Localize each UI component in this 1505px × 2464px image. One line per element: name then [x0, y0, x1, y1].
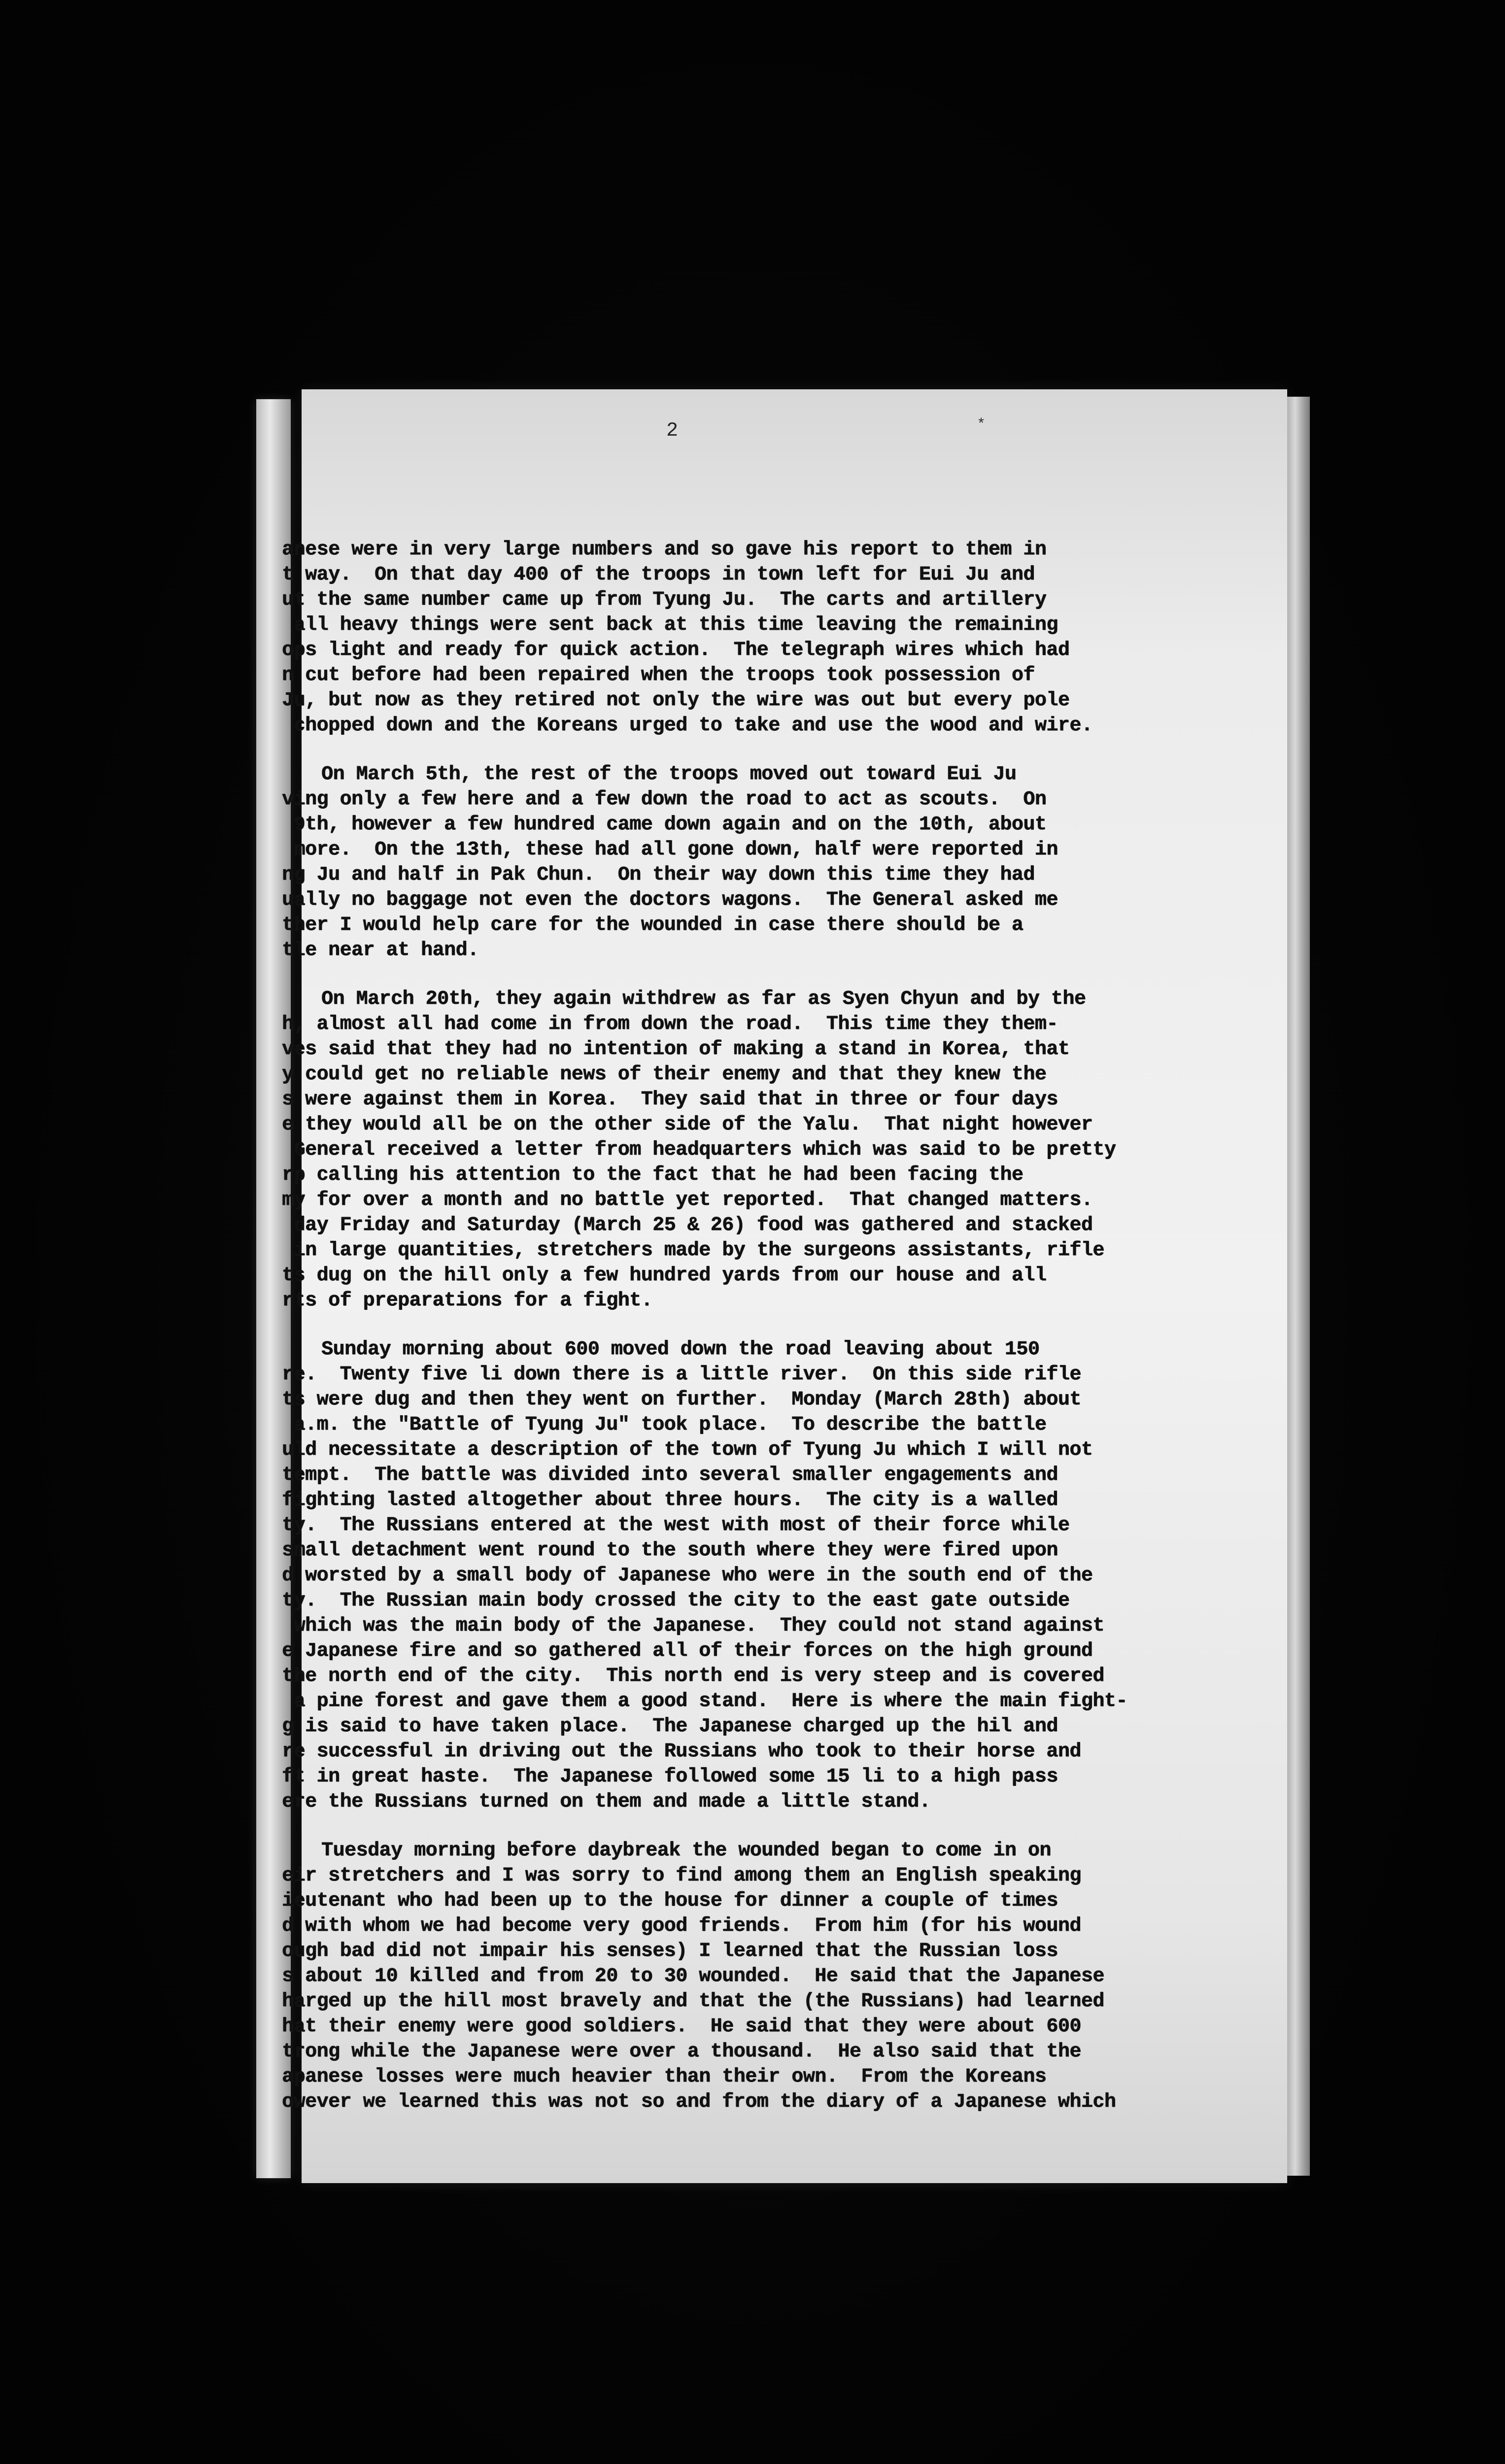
text-line: the north end of the city. This north end is very steep and is covered	[282, 1665, 1104, 1687]
typewritten-page	[282, 389, 1287, 2183]
text-line: all heavy things were sent back at this time leaving the remaining	[282, 614, 1058, 636]
text-line: Sunday morning about 600 moved down the road leaving about 150	[321, 1338, 1040, 1361]
text-line: y could get no reliable news of their enemy and that they knew the	[282, 1063, 1047, 1086]
paragraph	[282, 537, 1287, 738]
text-line: On March 20th, they again withdrew as far as Syen Chyun and by the	[321, 988, 1086, 1010]
text-line: tle near at hand.	[282, 939, 479, 961]
text-line: chopped down and the Koreans urged to take and use the wood and wire.	[282, 715, 1093, 737]
page-mark: *	[977, 416, 986, 433]
paragraph	[282, 1337, 1287, 1814]
text-line: ng Ju and half in Pak Chun. On their way down this time they had	[282, 864, 1035, 886]
text-line: trong while the Japanese were over a thousand. He also said that the	[282, 2041, 1081, 2063]
text-line: ts were dug and then they went on further. Monday (March 28th) about	[282, 1389, 1081, 1411]
text-line: re successful in driving out the Russians who took to their horse and	[282, 1741, 1081, 1763]
text-line: in large quantities, stretchers made by the surgeons assistants, rifle	[282, 1239, 1104, 1262]
text-line: s were against them in Korea. They said that in three or four days	[282, 1089, 1058, 1111]
text-line: Tuesday morning before daybreak the wounded began to come in on	[321, 1840, 1051, 1862]
text-line: ops light and ready for quick action. The telegraph wires which had	[282, 639, 1070, 661]
text-line: On March 5th, the rest of the troops moved out toward Eui Ju	[321, 763, 1017, 786]
text-line: ves said that they had no intention of making a stand in Korea, that	[282, 1038, 1070, 1061]
text-line: ving only a few here and a few down the road to act as scouts. On	[282, 788, 1047, 811]
paragraph-gap	[282, 1814, 1287, 1838]
text-line: s about 10 killed and from 20 to 30 wounded. He said that the Japanese	[282, 1965, 1104, 1987]
text-line: g is said to have taken place. The Japanese charged up the hil and	[282, 1715, 1058, 1738]
text-line: re. Twenty five li down there is a little river. On this side rifle	[282, 1364, 1081, 1386]
text-line: hat their enemy were good soldiers. He said that they were about 600	[282, 2016, 1081, 2038]
text-line: e they would all be on the other side of the Yalu. That night however	[282, 1114, 1093, 1136]
text-line: apanese losses were much heavier than their own. From the Koreans	[282, 2066, 1047, 2088]
paragraph-gap	[282, 738, 1287, 762]
text-line: fighting lasted altogether about three hours. The city is a walled	[282, 1489, 1058, 1511]
text-line: e Japanese fire and so gathered all of their forces on the high ground	[282, 1640, 1093, 1662]
text-line: a.m. the "Battle of Tyung Ju" took place. To describe the battle	[282, 1414, 1047, 1436]
text-line: which was the main body of the Japanese. They could not stand against	[282, 1615, 1104, 1637]
text-line: harged up the hill most bravely and that the (the Russians) had learned	[282, 1990, 1104, 2013]
paragraph-gap	[282, 963, 1287, 987]
text-line: tempt. The battle was divided into several smaller engagements and	[282, 1464, 1058, 1486]
text-line: eir stretchers and I was sorry to find among them an English speaking	[282, 1865, 1081, 1887]
text-line: more. On the 13th, these had all gone down, half were reported in	[282, 839, 1058, 861]
text-line: small detachment went round to the south where they were fired upon	[282, 1540, 1058, 1562]
text-line: 9th, however a few hundred came down again and on the 10th, about	[282, 814, 1047, 836]
text-line: ere the Russians turned on them and made a little stand.	[282, 1791, 931, 1813]
paragraph-gap	[282, 1313, 1287, 1337]
text-line: Ju, but now as they retired not only the wire was out but every pole	[282, 689, 1070, 712]
text-line: ough bad did not impair his senses) I learned that the Russian loss	[282, 1940, 1058, 1962]
text-line: ft in great haste. The Japanese followed some 15 li to a high pass	[282, 1766, 1058, 1788]
text-line: d with whom we had become very good friends. From him (for his wound	[282, 1915, 1081, 1937]
text-line: day Friday and Saturday (March 25 & 26) food was gathered and stacked	[282, 1214, 1093, 1236]
paragraph	[282, 1838, 1287, 2115]
text-line: ieutenant who had been up to the house for dinner a couple of times	[282, 1890, 1058, 1912]
text-line: ually no baggage not even the doctors wagons. The General asked me	[282, 889, 1058, 911]
text-line: my for over a month and no battle yet reported. That changed matters.	[282, 1189, 1093, 1211]
text-line: ty. The Russians entered at the west with most of their force while	[282, 1514, 1070, 1537]
text-line: ts dug on the hill only a few hundred yards from our house and all	[282, 1265, 1047, 1287]
text-line: ther I would help care for the wounded in case there should be a	[282, 914, 1024, 936]
text-line: h, almost all had come in from down the road. This time they them-	[282, 1013, 1058, 1035]
text-line: t way. On that day 400 of the troops in town left for Eui Ju and	[282, 564, 1035, 586]
text-line: anese were in very large numbers and so gave his report to them in	[282, 539, 1047, 561]
text-line: ty. The Russian main body crossed the city to the east gate outside	[282, 1590, 1070, 1612]
text-line: rts of preparations for a fight.	[282, 1290, 653, 1312]
letter-body	[282, 537, 1287, 2115]
page-number: 2	[666, 420, 679, 442]
paragraph	[282, 762, 1287, 963]
text-line: d worsted by a small body of Japanese who were in the south end of the	[282, 1565, 1093, 1587]
text-line: a pine forest and gave them a good stand. Here is where the main fight-	[282, 1690, 1128, 1712]
paragraph	[282, 987, 1287, 1313]
text-line: uld necessitate a description of the town of Tyung Ju which I will not	[282, 1439, 1093, 1461]
text-line: ut the same number came up from Tyung Ju. The carts and artillery	[282, 589, 1047, 611]
text-line: General received a letter from headquarters which was said to be pretty	[282, 1139, 1116, 1161]
text-line: owever we learned this was not so and from the diary of a Japanese which	[282, 2091, 1116, 2113]
text-line: n cut before had been repaired when the troops took possession of	[282, 664, 1035, 686]
text-line: rp calling his attention to the fact that he had been facing the	[282, 1164, 1024, 1186]
